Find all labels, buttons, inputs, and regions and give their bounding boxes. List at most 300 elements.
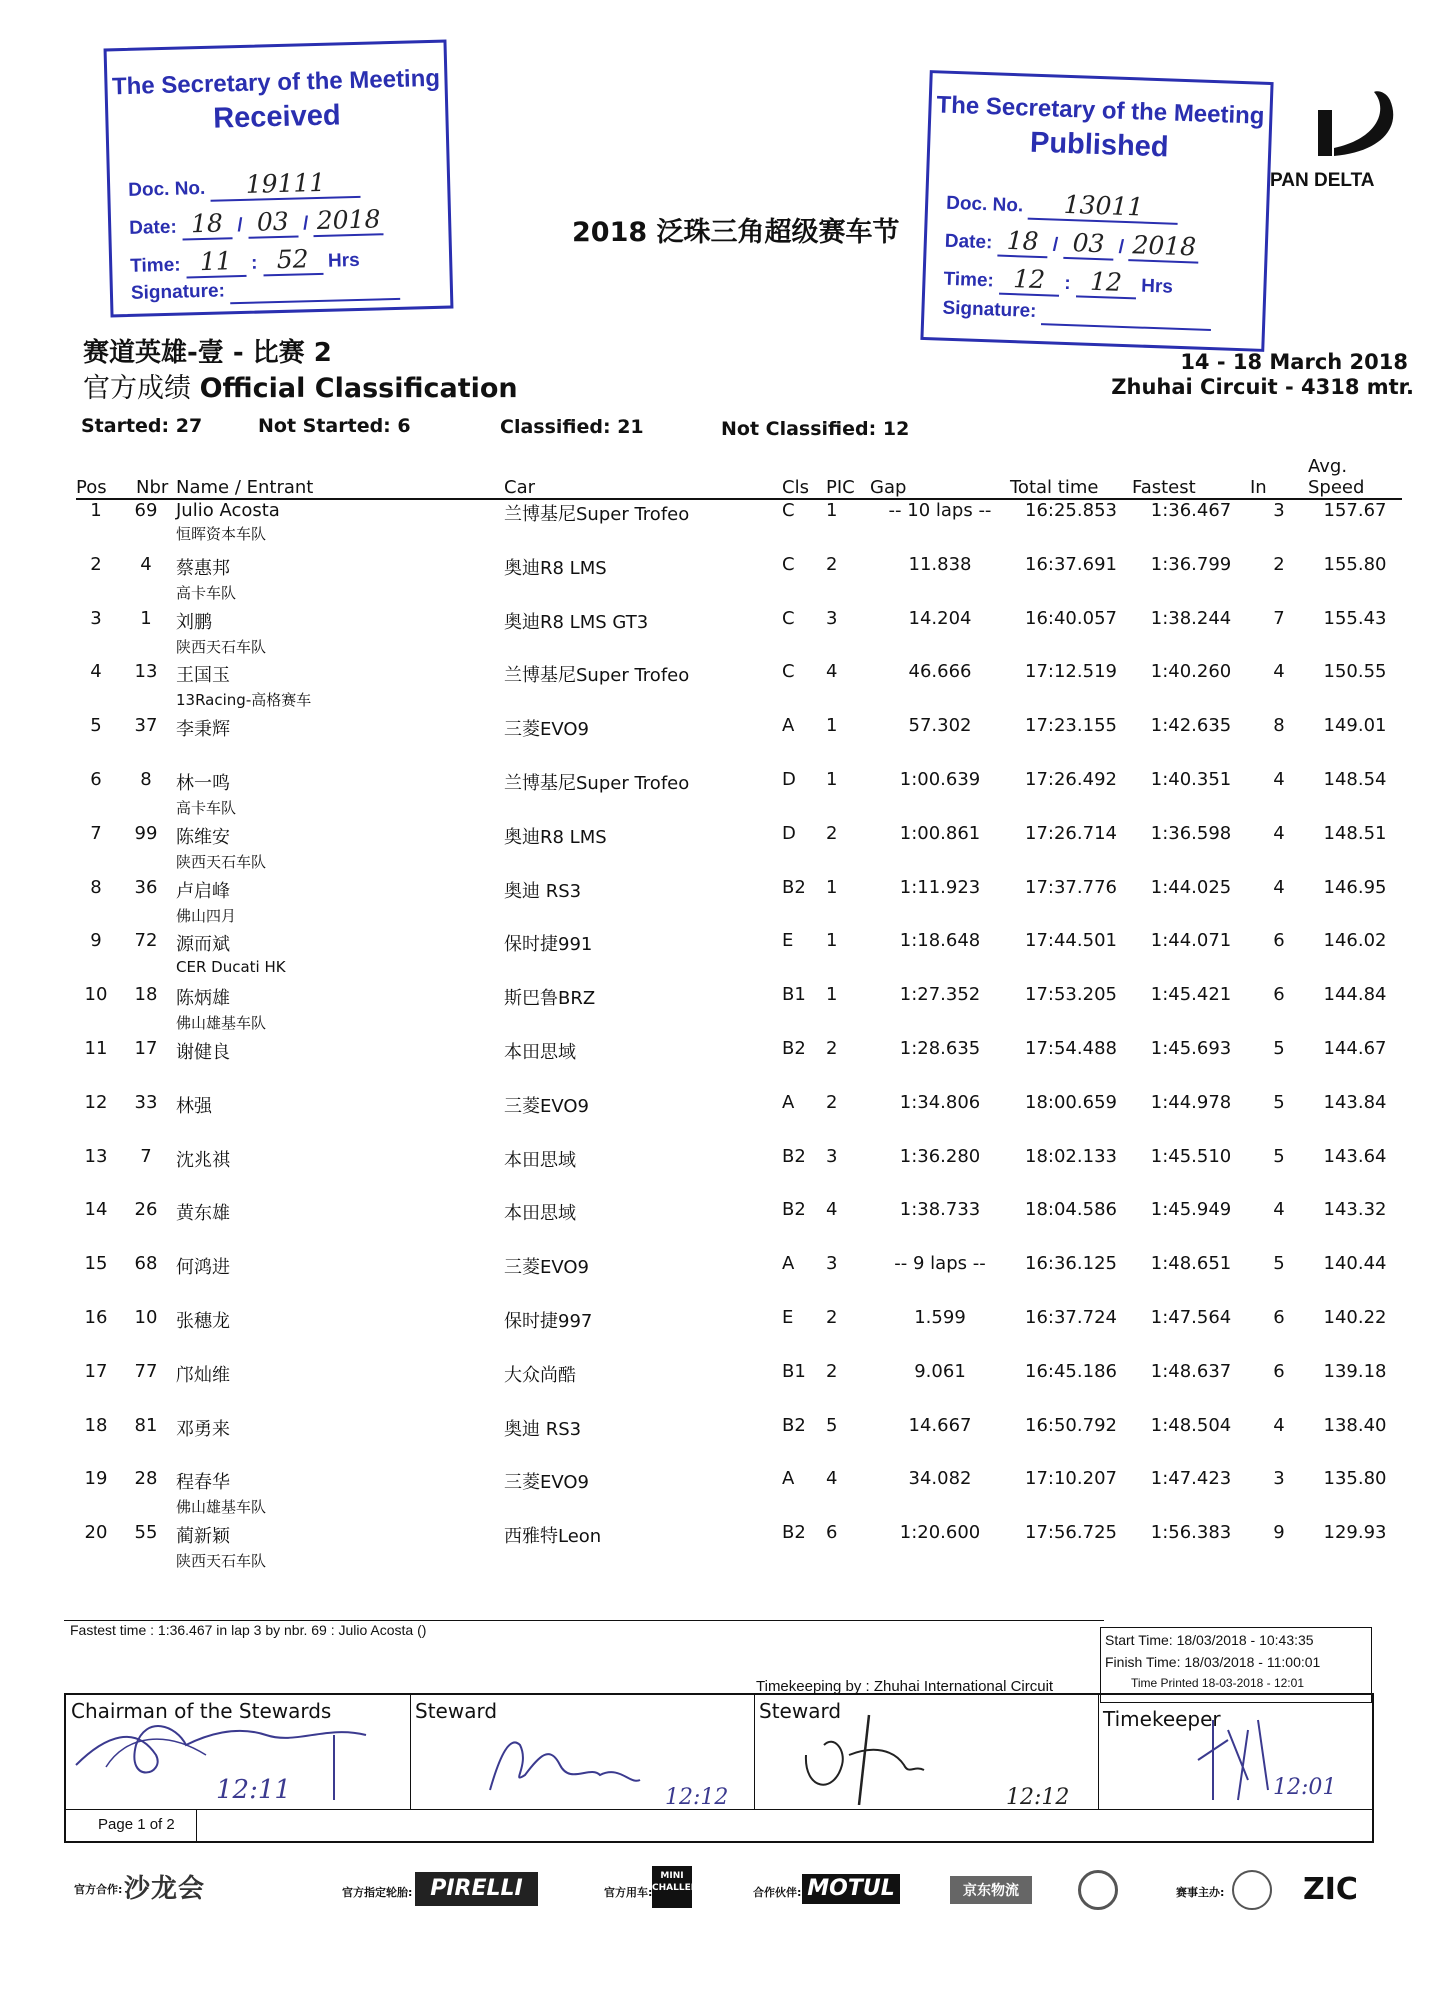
result-row — [76, 1415, 1402, 1469]
avg-speed: 143.84 — [1323, 1091, 1387, 1113]
cls: E — [782, 930, 794, 952]
pic: 2 — [826, 1091, 838, 1113]
classification-en: Official Classification — [199, 373, 518, 404]
cls: C — [782, 500, 795, 521]
name-cell — [176, 930, 504, 984]
session-times-box — [1100, 1627, 1372, 1703]
col-total: Total time — [1010, 456, 1132, 499]
name-cell — [176, 1361, 504, 1415]
cls: A — [782, 1091, 795, 1113]
pos: 13 — [84, 1145, 108, 1167]
zic-text: ZIC — [1303, 1872, 1358, 1907]
pic: 3 — [826, 607, 838, 629]
col-fastest: Fastest — [1132, 456, 1250, 499]
fastest-time-line: Fastest time : 1:36.467 in lap 3 by nbr. 69 : Julio Acosta () — [70, 1622, 427, 1638]
fastest-lap: 1:56.383 — [1150, 1522, 1232, 1544]
driver-name: 林一鸣 — [176, 772, 230, 794]
results-body — [76, 499, 1402, 1576]
fastest-lap: 1:45.421 — [1150, 984, 1232, 1006]
result-row — [76, 715, 1402, 769]
stamp-status: Published — [1029, 126, 1170, 164]
event-dates: 14 - 18 March 2018 — [1180, 350, 1408, 374]
gap: -- 10 laps -- — [888, 500, 992, 521]
avg-speed: 143.32 — [1323, 1199, 1387, 1221]
result-row — [76, 1199, 1402, 1253]
doc-label: Doc. No. — [945, 192, 1024, 217]
result-row — [76, 1307, 1402, 1361]
car: 保时捷991 — [504, 934, 593, 956]
result-row — [76, 1253, 1402, 1307]
total-time: 18:00.659 — [1025, 1091, 1117, 1113]
result-row — [76, 930, 1402, 984]
fastest-in-lap: 6 — [1273, 930, 1285, 952]
gap: 46.666 — [908, 661, 972, 683]
car: 兰博基尼Super Trofeo — [504, 504, 690, 525]
nbr: 28 — [134, 1468, 158, 1490]
avg-speed: 140.44 — [1323, 1253, 1387, 1275]
col-in: In — [1250, 456, 1308, 499]
avg-speed: 139.18 — [1323, 1360, 1387, 1382]
nbr: 4 — [140, 553, 152, 575]
col-car: Car — [504, 456, 782, 499]
signature-label: Signature: — [942, 297, 1037, 322]
pic: 2 — [826, 1360, 838, 1382]
hrs-label: Hrs — [327, 249, 360, 272]
pic: 2 — [826, 822, 838, 844]
stamp-signature-row — [942, 298, 1212, 331]
driver-name: 源而斌 — [176, 934, 230, 956]
nbr: 55 — [134, 1522, 158, 1544]
avg-speed: 144.67 — [1323, 1037, 1387, 1059]
pos: 4 — [90, 661, 102, 683]
total-time: 16:37.691 — [1025, 553, 1117, 575]
fastest-lap: 1:38.244 — [1150, 607, 1232, 629]
fastest-in-lap: 5 — [1273, 1091, 1285, 1113]
result-row — [76, 1522, 1402, 1576]
steward-sig-time: 12:12 — [665, 1785, 729, 1810]
nbr: 72 — [134, 930, 158, 952]
car: 三菱EVO9 — [504, 1472, 589, 1494]
name-cell — [176, 1253, 504, 1307]
total-time: 16:45.186 — [1025, 1360, 1117, 1382]
name-cell — [176, 1199, 504, 1253]
total-time: 17:53.205 — [1025, 984, 1117, 1006]
fastest-lap: 1:45.510 — [1150, 1145, 1232, 1167]
time-hour: 11 — [199, 246, 233, 277]
pos: 6 — [90, 768, 102, 790]
stamp-time-row: Time: 11 : 52 Hrs — [129, 244, 360, 277]
mini-logo — [652, 1866, 712, 1908]
col-speed: Avg. Speed — [1308, 456, 1402, 499]
fastest-lap: 1:48.651 — [1150, 1253, 1232, 1275]
entrant: 佛山四月 — [176, 906, 237, 925]
car: 斯巴鲁BRZ — [504, 988, 596, 1010]
entrant: 恒晖资本车队 — [176, 525, 267, 543]
total-time: 16:40.057 — [1025, 607, 1117, 629]
signature-table — [64, 1693, 1374, 1843]
result-row — [76, 823, 1402, 877]
pos: 10 — [84, 984, 108, 1006]
pic: 2 — [826, 1037, 838, 1059]
hrs-label: Hrs — [1140, 275, 1174, 298]
fastest-lap: 1:40.351 — [1150, 768, 1232, 790]
name-cell — [176, 1038, 504, 1092]
avg-speed: 146.02 — [1323, 930, 1387, 952]
fastest-in-lap: 6 — [1273, 1360, 1285, 1382]
pos: 14 — [84, 1199, 108, 1221]
driver-name: 程春华 — [176, 1472, 230, 1494]
pirelli-logo — [415, 1872, 538, 1906]
chairman-label: Chairman of the Stewards — [71, 1699, 332, 1723]
entrant: 陕西天石车队 — [176, 852, 267, 871]
driver-name: 何鸿进 — [176, 1257, 230, 1279]
result-row — [76, 1146, 1402, 1200]
date-label: Date: — [944, 230, 993, 254]
name-cell — [176, 554, 504, 608]
nbr: 36 — [134, 876, 158, 898]
cls: B1 — [782, 1360, 806, 1382]
avg-speed: 155.43 — [1323, 607, 1387, 629]
date-month: 03 — [256, 206, 290, 237]
not-classified-count: Not Classified: 12 — [721, 418, 910, 440]
avg-speed: 149.01 — [1323, 715, 1387, 737]
gap: 1:27.352 — [899, 984, 981, 1006]
date-month: 03 — [1072, 228, 1105, 259]
car: 三菱EVO9 — [504, 1257, 589, 1279]
name-cell — [176, 499, 504, 554]
gap: 1:34.806 — [899, 1091, 981, 1113]
salon-logo — [124, 1868, 205, 1905]
fastest-in-lap: 4 — [1273, 822, 1285, 844]
result-row — [76, 1038, 1402, 1092]
fastest-in-lap: 4 — [1273, 1199, 1285, 1221]
avg-speed: 135.80 — [1323, 1468, 1387, 1490]
cls: B2 — [782, 1199, 806, 1221]
fastest-in-lap: 2 — [1273, 553, 1285, 575]
timekeeper-cell — [1098, 1695, 1372, 1809]
gap: 1:00.639 — [899, 768, 981, 790]
fastest-lap: 1:36.598 — [1150, 822, 1232, 844]
fastest-in-lap: 3 — [1273, 500, 1285, 521]
car: 奥迪R8 LMS GT3 — [504, 611, 649, 633]
pic: 1 — [826, 984, 838, 1006]
total-time: 17:10.207 — [1025, 1468, 1117, 1490]
driver-name: 刘鹏 — [176, 611, 212, 633]
stamp-doc-row — [946, 186, 1179, 225]
car: 保时捷997 — [504, 1310, 593, 1332]
driver-name: 陈维安 — [176, 826, 230, 848]
date-label: Date: — [128, 216, 178, 239]
total-time: 17:12.519 — [1025, 661, 1117, 683]
fastest-in-lap: 4 — [1273, 768, 1285, 790]
results-table — [76, 456, 1402, 1576]
timekeeper-label: Timekeeper — [1103, 1707, 1221, 1731]
nbr: 81 — [134, 1414, 158, 1436]
fastest-in-lap: 6 — [1273, 984, 1285, 1006]
gap: 1:00.861 — [899, 822, 981, 844]
gap: 14.204 — [908, 607, 972, 629]
gap: 9.061 — [914, 1360, 966, 1382]
pic: 1 — [826, 930, 838, 952]
page-number-cell — [66, 1809, 197, 1842]
avg-speed: 155.80 — [1323, 553, 1387, 575]
name-cell — [176, 823, 504, 877]
name-cell — [176, 661, 504, 715]
cls: E — [782, 1306, 794, 1328]
car: 三菱EVO9 — [504, 1095, 589, 1117]
avg-speed: 129.93 — [1323, 1522, 1387, 1544]
pos: 11 — [84, 1037, 108, 1059]
fastest-lap: 1:40.260 — [1150, 661, 1232, 683]
fastest-in-lap: 3 — [1273, 1468, 1285, 1490]
sponsor-label-organizer: 赛事主办: — [1176, 1886, 1225, 1899]
stamp-time-row: Time: 12 : 12 Hrs — [943, 264, 1174, 298]
signature-label: Signature: — [130, 280, 226, 304]
classified-count: Classified: 21 — [500, 416, 644, 438]
total-time: 17:54.488 — [1025, 1037, 1117, 1059]
fastest-in-lap: 5 — [1273, 1145, 1285, 1167]
name-cell — [176, 1415, 504, 1469]
nbr: 37 — [134, 715, 158, 737]
avg-speed: 146.95 — [1323, 876, 1387, 898]
doc-label: Doc. No. — [127, 177, 206, 201]
session-title: 赛道英雄-壹 - 比赛 2 — [83, 338, 332, 368]
fastest-lap: 1:44.025 — [1150, 876, 1232, 898]
pos: 3 — [90, 607, 102, 629]
time-label: Time: — [943, 268, 995, 292]
cls: B2 — [782, 1037, 806, 1059]
driver-name: 张穗龙 — [176, 1310, 230, 1332]
date-day: 18 — [1006, 225, 1040, 256]
result-row — [76, 1361, 1402, 1415]
driver-name: 谢健良 — [176, 1041, 230, 1063]
date-day: 18 — [190, 208, 224, 239]
car: 本田思域 — [504, 1041, 576, 1063]
steward-cell — [410, 1695, 755, 1809]
motul-logo — [802, 1874, 900, 1904]
started-count: Started: 27 — [81, 415, 203, 437]
name-cell — [176, 1146, 504, 1200]
cls: B2 — [782, 1145, 806, 1167]
gap: 1:28.635 — [899, 1037, 981, 1059]
pic: 4 — [826, 1468, 838, 1490]
entrant: 佛山雄基车队 — [176, 1498, 267, 1517]
gap: 1:20.600 — [899, 1522, 981, 1544]
pos: 5 — [90, 715, 102, 737]
car: 三菱EVO9 — [504, 719, 589, 741]
fastest-in-lap: 8 — [1273, 715, 1285, 737]
name-cell — [176, 984, 504, 1038]
pos: 19 — [84, 1468, 108, 1490]
pic: 3 — [826, 1145, 838, 1167]
stamp-date-row: Date: 18 / 03 / 2018 — [129, 204, 384, 242]
car: 奥迪 RS3 — [504, 1418, 582, 1440]
pic: 5 — [826, 1414, 838, 1436]
nbr: 8 — [140, 768, 152, 790]
nbr: 1 — [140, 607, 152, 629]
total-time: 16:50.792 — [1025, 1414, 1117, 1436]
nbr: 13 — [134, 661, 158, 683]
stamp-date-row: Date: 18 / 03 / 2018 — [944, 224, 1199, 264]
brand-name: PAN DELTA — [1270, 170, 1375, 191]
avg-speed: 140.22 — [1323, 1306, 1387, 1328]
motul-text: MOTUL — [807, 1876, 895, 1901]
total-time: 17:26.714 — [1025, 822, 1117, 844]
driver-name: 蔡惠邦 — [176, 557, 230, 579]
pic: 4 — [826, 661, 838, 683]
time-hour: 12 — [1012, 264, 1046, 295]
nbr: 18 — [134, 984, 158, 1006]
pos: 20 — [84, 1522, 108, 1544]
cls: B2 — [782, 1522, 806, 1544]
fastest-lap: 1:36.467 — [1150, 500, 1232, 521]
driver-name: 卢启峰 — [176, 880, 230, 902]
gap: 1:11.923 — [899, 876, 981, 898]
timekeeper-sig-time: 12:01 — [1273, 1775, 1337, 1800]
cls: B1 — [782, 984, 806, 1006]
pic: 1 — [826, 768, 838, 790]
car: 本田思域 — [504, 1149, 576, 1171]
time-minute: 52 — [276, 244, 309, 275]
start-time: Start Time: 18/03/2018 - 10:43:35 — [1105, 1632, 1314, 1648]
nbr: 77 — [134, 1360, 158, 1382]
car: 奥迪 RS3 — [504, 880, 582, 902]
entrant: 13Racing-高格赛车 — [176, 691, 312, 710]
total-time: 18:04.586 — [1025, 1199, 1117, 1221]
stamp-title: The Secretary of the Meeting — [111, 64, 441, 101]
steward2-signature — [794, 1695, 1014, 1805]
driver-name: Julio Acosta — [176, 500, 280, 521]
classification-cn: 官方成绩 — [83, 373, 191, 404]
result-row — [76, 661, 1402, 715]
doc-value: 19111 — [245, 167, 326, 199]
fastest-lap: 1:48.504 — [1150, 1414, 1232, 1436]
time-minute: 12 — [1089, 266, 1123, 297]
chairman-cell — [66, 1695, 411, 1809]
salon-logo-text: 沙龙会 — [124, 1874, 206, 1904]
gap: 11.838 — [908, 553, 972, 575]
finish-time: Finish Time: 18/03/2018 - 11:00:01 — [1105, 1654, 1321, 1670]
doc-value: 13011 — [1063, 189, 1144, 222]
nbr: 7 — [140, 1145, 152, 1167]
pos: 1 — [90, 500, 102, 521]
pic: 2 — [826, 553, 838, 575]
car: 奥迪R8 LMS — [504, 826, 607, 848]
avg-speed: 148.54 — [1323, 768, 1387, 790]
steward2-sig-time: 12:12 — [1006, 1785, 1070, 1810]
sponsor-label-partners: 合作伙伴: — [753, 1886, 802, 1899]
gap: 14.667 — [908, 1414, 972, 1436]
driver-name: 邓勇来 — [176, 1418, 230, 1440]
result-row — [76, 984, 1402, 1038]
published-stamp — [920, 70, 1273, 352]
pos: 18 — [84, 1414, 108, 1436]
name-cell — [176, 877, 504, 931]
total-time: 17:26.492 — [1025, 768, 1117, 790]
stamp-signature-row — [131, 276, 401, 307]
entrant: CER Ducati HK — [176, 958, 286, 977]
fastest-lap: 1:45.693 — [1150, 1037, 1232, 1059]
pic: 4 — [826, 1199, 838, 1221]
pos: 2 — [90, 553, 102, 575]
fastest-lap: 1:42.635 — [1150, 715, 1232, 737]
fastest-lap: 1:47.423 — [1150, 1468, 1232, 1490]
jd-logistics-logo — [950, 1876, 1032, 1904]
name-cell — [176, 1468, 504, 1522]
driver-name: 李秉辉 — [176, 719, 230, 741]
result-row — [76, 499, 1402, 554]
pos: 16 — [84, 1306, 108, 1328]
pic: 1 — [826, 876, 838, 898]
pic: 6 — [826, 1522, 838, 1544]
fastest-lap: 1:36.799 — [1150, 553, 1232, 575]
cls: B2 — [782, 1414, 806, 1436]
mini-text: MINI CHALLENGE — [652, 1871, 712, 1893]
pos: 9 — [90, 930, 102, 952]
nbr: 68 — [134, 1253, 158, 1275]
driver-name: 蔺新颖 — [176, 1526, 230, 1548]
sponsor-label-partner: 官方合作: — [74, 1883, 123, 1896]
col-name: Name / Entrant — [176, 456, 504, 499]
cls: C — [782, 661, 795, 683]
stamp-title: The Secretary of the Meeting — [936, 91, 1265, 130]
result-row — [76, 554, 1402, 608]
avg-speed: 138.40 — [1323, 1414, 1387, 1436]
footer-bottom-rule — [196, 1809, 1372, 1810]
pos: 12 — [84, 1091, 108, 1113]
entrant: 高卡车队 — [176, 583, 237, 602]
cls: A — [782, 1468, 795, 1490]
pos: 7 — [90, 822, 102, 844]
event-title: 2018 泛珠三角超级赛车节 — [572, 217, 900, 248]
gap: -- 9 laps -- — [894, 1253, 986, 1275]
cls: B2 — [782, 876, 806, 898]
total-time: 17:23.155 — [1025, 715, 1117, 737]
gap: 1:18.648 — [899, 930, 981, 952]
result-row — [76, 769, 1402, 823]
time-printed: Time Printed 18-03-2018 - 12:01 — [1131, 1676, 1304, 1690]
pic: 1 — [826, 715, 838, 737]
pirelli-text: PIRELLI — [430, 1876, 523, 1901]
entrant: 佛山雄基车队 — [176, 1014, 267, 1033]
pos: 8 — [90, 876, 102, 898]
fastest-in-lap: 9 — [1273, 1522, 1285, 1544]
driver-name: 王国玉 — [176, 665, 230, 687]
chairman-sig-time: 12:11 — [216, 1775, 291, 1805]
organizer-seal-icon — [1232, 1870, 1272, 1910]
driver-name: 邝灿维 — [176, 1364, 230, 1386]
zic-logo — [1303, 1872, 1358, 1907]
col-nbr: Nbr — [116, 456, 176, 499]
car: 奥迪R8 LMS — [504, 557, 607, 579]
nbr: 26 — [134, 1199, 158, 1221]
partner-badge-icon — [1078, 1870, 1118, 1910]
gap: 1.599 — [914, 1306, 966, 1328]
time-label: Time: — [129, 254, 181, 277]
entrant: 陕西天石车队 — [176, 1552, 267, 1571]
name-cell — [176, 769, 504, 823]
name-cell — [176, 1522, 504, 1576]
fastest-in-lap: 6 — [1273, 1306, 1285, 1328]
circuit-info: Zhuhai Circuit - 4318 mtr. — [1111, 375, 1414, 399]
gap: 1:38.733 — [899, 1199, 981, 1221]
result-row — [76, 608, 1402, 662]
cls: C — [782, 607, 795, 629]
stamp-doc-row — [128, 167, 361, 204]
car: 兰博基尼Super Trofeo — [504, 772, 690, 794]
date-year: 2018 — [316, 204, 381, 236]
sponsor-label-car: 官方用车: — [604, 1886, 653, 1899]
